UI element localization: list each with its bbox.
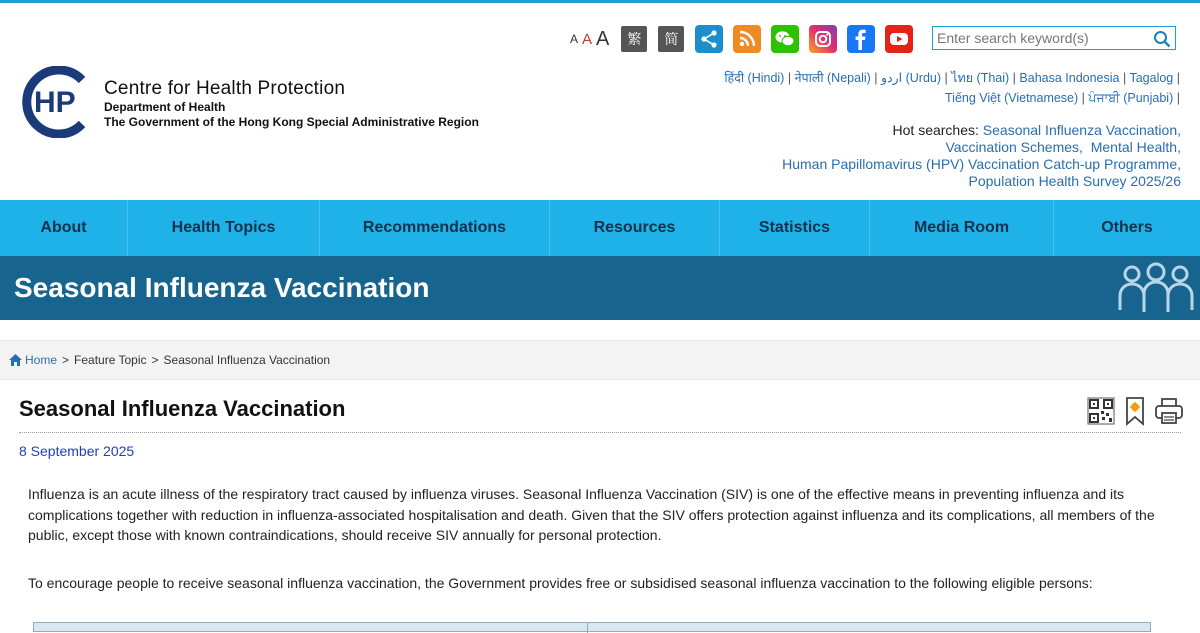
chp-logo[interactable] xyxy=(20,66,90,138)
lang-thai[interactable]: ไทย (Thai) xyxy=(951,71,1010,85)
hot-search-link[interactable]: Seasonal Influenza Vaccination, xyxy=(982,122,1181,138)
simplified-chinese-button[interactable]: 简 xyxy=(658,26,684,52)
org-name: Centre for Health Protection xyxy=(104,78,346,99)
breadcrumb-home-label: Home xyxy=(25,353,58,367)
nav-others[interactable]: Others xyxy=(1101,219,1153,236)
banner-title: Seasonal Influenza Vaccination xyxy=(14,272,430,303)
breadcrumb xyxy=(0,340,1200,380)
header-tools xyxy=(570,24,923,54)
traditional-chinese-button[interactable]: 繁 xyxy=(621,26,647,52)
hot-search-link[interactable]: Human Papillomavirus (HPV) Vaccination Catch-up Programme, xyxy=(782,156,1181,172)
bookmark-icon[interactable] xyxy=(1120,396,1150,426)
page-tools xyxy=(1082,396,1184,426)
hot-search-link[interactable]: Vaccination Schemes, xyxy=(945,139,1083,155)
language-links-row2: Tiếng Việt (Vietnamese) | ਪੰਜਾਬੀ (Punjabi) | xyxy=(945,91,1180,105)
nav-statistics[interactable]: Statistics xyxy=(720,200,870,256)
top-accent-line xyxy=(0,0,1200,3)
svg-text:HP: HP xyxy=(34,86,76,119)
hot-search-link[interactable]: Mental Health, xyxy=(1090,139,1181,155)
breadcrumb-current: Seasonal Influenza Vaccination xyxy=(163,353,331,367)
main-nav xyxy=(0,200,1200,256)
breadcrumb-feature-topic[interactable]: Feature Topic xyxy=(74,353,147,367)
search-icon[interactable] xyxy=(1153,30,1171,48)
breadcrumb-separator: > xyxy=(62,353,70,367)
eligibility-paragraph: To encourage people to receive seasonal influenza vaccination, the Government provides free or subsidised seasonal influenza vaccination to the following eligible persons: xyxy=(28,575,1093,591)
instagram-icon[interactable] xyxy=(809,25,837,53)
topic-banner xyxy=(0,256,1200,320)
org-department: Department of Health xyxy=(104,100,226,114)
nav-recommendations[interactable]: Recommendations xyxy=(320,200,550,256)
font-size-large[interactable]: A xyxy=(596,28,610,50)
youtube-icon[interactable] xyxy=(885,25,913,53)
lang-indonesian[interactable]: Bahasa Indonesia xyxy=(1019,71,1120,85)
font-size-medium[interactable]: A xyxy=(582,30,593,48)
lang-nepali[interactable]: नेपाली (Nepali) xyxy=(794,71,871,85)
lang-vietnamese[interactable]: Tiếng Việt (Vietnamese) xyxy=(945,91,1079,105)
search-box xyxy=(932,26,1176,50)
nav-resources[interactable]: Resources xyxy=(550,200,720,256)
page-title: Seasonal Influenza Vaccination xyxy=(19,396,346,421)
wechat-icon[interactable] xyxy=(771,25,799,53)
org-government: The Government of the Hong Kong Special Administrative Region xyxy=(104,115,479,129)
hot-searches xyxy=(621,122,1181,190)
search-input[interactable] xyxy=(937,29,1147,47)
font-size-small[interactable]: A xyxy=(570,32,579,46)
home-icon xyxy=(9,354,22,366)
hot-search-link[interactable]: Population Health Survey 2025/26 xyxy=(968,173,1181,189)
language-links-row1: हिंदी (Hindi) | नेपाली (Nepali) | اردو (Urdu) | ไทย (Thai) | Bahasa Indonesia | Tagalog | xyxy=(724,71,1180,85)
publish-date: 8 September 2025 xyxy=(19,443,135,459)
nav-about[interactable]: About xyxy=(0,200,128,256)
lang-tagalog[interactable]: Tagalog xyxy=(1129,71,1174,85)
intro-paragraph: Influenza is an acute illness of the respiratory tract caused by influenza viruses. Seasonal Influenza Vaccination (SIV) is one of the effective means in preventing influenza and its complications together with reduction in influenza-associated hospitalisation and death. Given that the SIV offers protection against influenza and its complications, all members of the public, except those with known contraindications, should receive SIV annually for personal protection. xyxy=(28,486,1155,543)
breadcrumb-separator: > xyxy=(151,353,159,367)
org-title-block[interactable] xyxy=(104,78,479,130)
lang-urdu[interactable]: اردو (Urdu) xyxy=(881,71,942,85)
breadcrumb-home[interactable] xyxy=(9,353,57,367)
rss-icon[interactable] xyxy=(733,25,761,53)
qr-code-icon[interactable] xyxy=(1086,396,1116,426)
share-icon[interactable] xyxy=(695,25,723,53)
nav-health-topics[interactable]: Health Topics xyxy=(128,200,320,256)
lang-hindi[interactable]: हिंदी (Hindi) xyxy=(724,71,785,85)
nav-media-room[interactable]: Media Room xyxy=(870,200,1054,256)
facebook-icon[interactable] xyxy=(847,25,875,53)
lang-punjabi[interactable]: ਪੰਜਾਬੀ (Punjabi) xyxy=(1088,91,1174,105)
print-icon[interactable] xyxy=(1154,396,1184,426)
title-divider xyxy=(19,432,1181,433)
hot-searches-label: Hot searches: xyxy=(892,122,979,138)
people-icon xyxy=(1118,262,1194,318)
eligibility-table xyxy=(33,622,1151,632)
